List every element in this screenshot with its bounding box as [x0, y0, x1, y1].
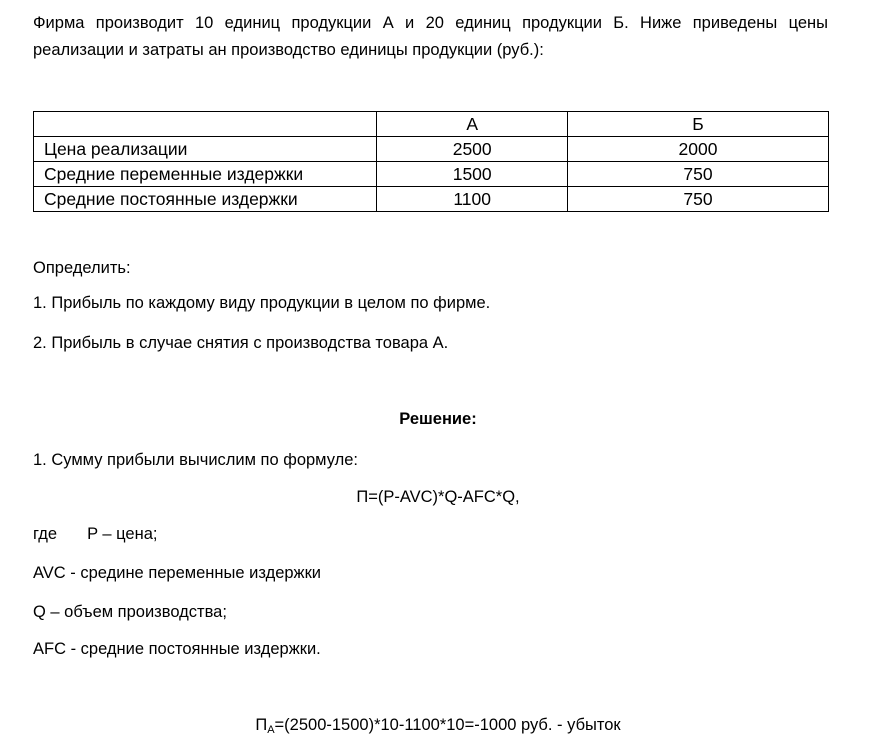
cell-value-a: 1100: [377, 187, 568, 212]
result-symbol: П: [255, 716, 268, 734]
cell-value-b: 2000: [568, 137, 829, 162]
row-label: Средние переменные издержки: [34, 162, 377, 187]
profit-formula: П=(P-AVC)*Q-AFC*Q,: [356, 488, 520, 506]
solution-step-1: 1. Сумму прибыли вычислим по формуле:: [33, 451, 358, 469]
cell-value-b: 750: [568, 187, 829, 212]
where-line: [33, 523, 157, 545]
table-header-cell: [34, 112, 377, 137]
table-row: [34, 137, 829, 162]
table-header-cell: Б: [568, 112, 829, 137]
row-label: Цена реализации: [34, 137, 377, 162]
profit-result-a: [0, 714, 876, 736]
where-label: где: [33, 525, 58, 543]
result-expression: =(2500-1500)*10-1100*10=-1000 руб. - убыток: [274, 716, 621, 734]
task-item: 1. Прибыль по каждому виду продукции в целом по фирме.: [33, 294, 491, 312]
price-cost-table: [33, 111, 829, 212]
table-row: [34, 162, 829, 187]
solution-heading: Решение:: [399, 410, 477, 428]
problem-intro: Фирма производит 10 единиц продукции А и 20 единиц продукции Б. Ниже приведены цены реализации и затраты ан производство единицы продукции (руб.):: [33, 14, 828, 59]
definition-item: AVC - средине переменные издержки: [33, 564, 322, 582]
cell-value-a: 1500: [377, 162, 568, 187]
definition-item: Q – объем производства;: [33, 603, 227, 621]
table-header-cell: А: [377, 112, 568, 137]
cell-value-b: 750: [568, 162, 829, 187]
table-header-row: [34, 112, 829, 137]
definition-price: P – цена;: [87, 525, 158, 543]
table-row: [34, 187, 829, 212]
cell-value-a: 2500: [377, 137, 568, 162]
row-label: Средние постоянные издержки: [34, 187, 377, 212]
result-subscript: А: [267, 724, 275, 736]
task-title: Определить:: [33, 259, 131, 277]
task-item: 2. Прибыль в случае снятия с производства товара А.: [33, 334, 449, 352]
definition-item: AFC - средние постоянные издержки.: [33, 640, 321, 658]
